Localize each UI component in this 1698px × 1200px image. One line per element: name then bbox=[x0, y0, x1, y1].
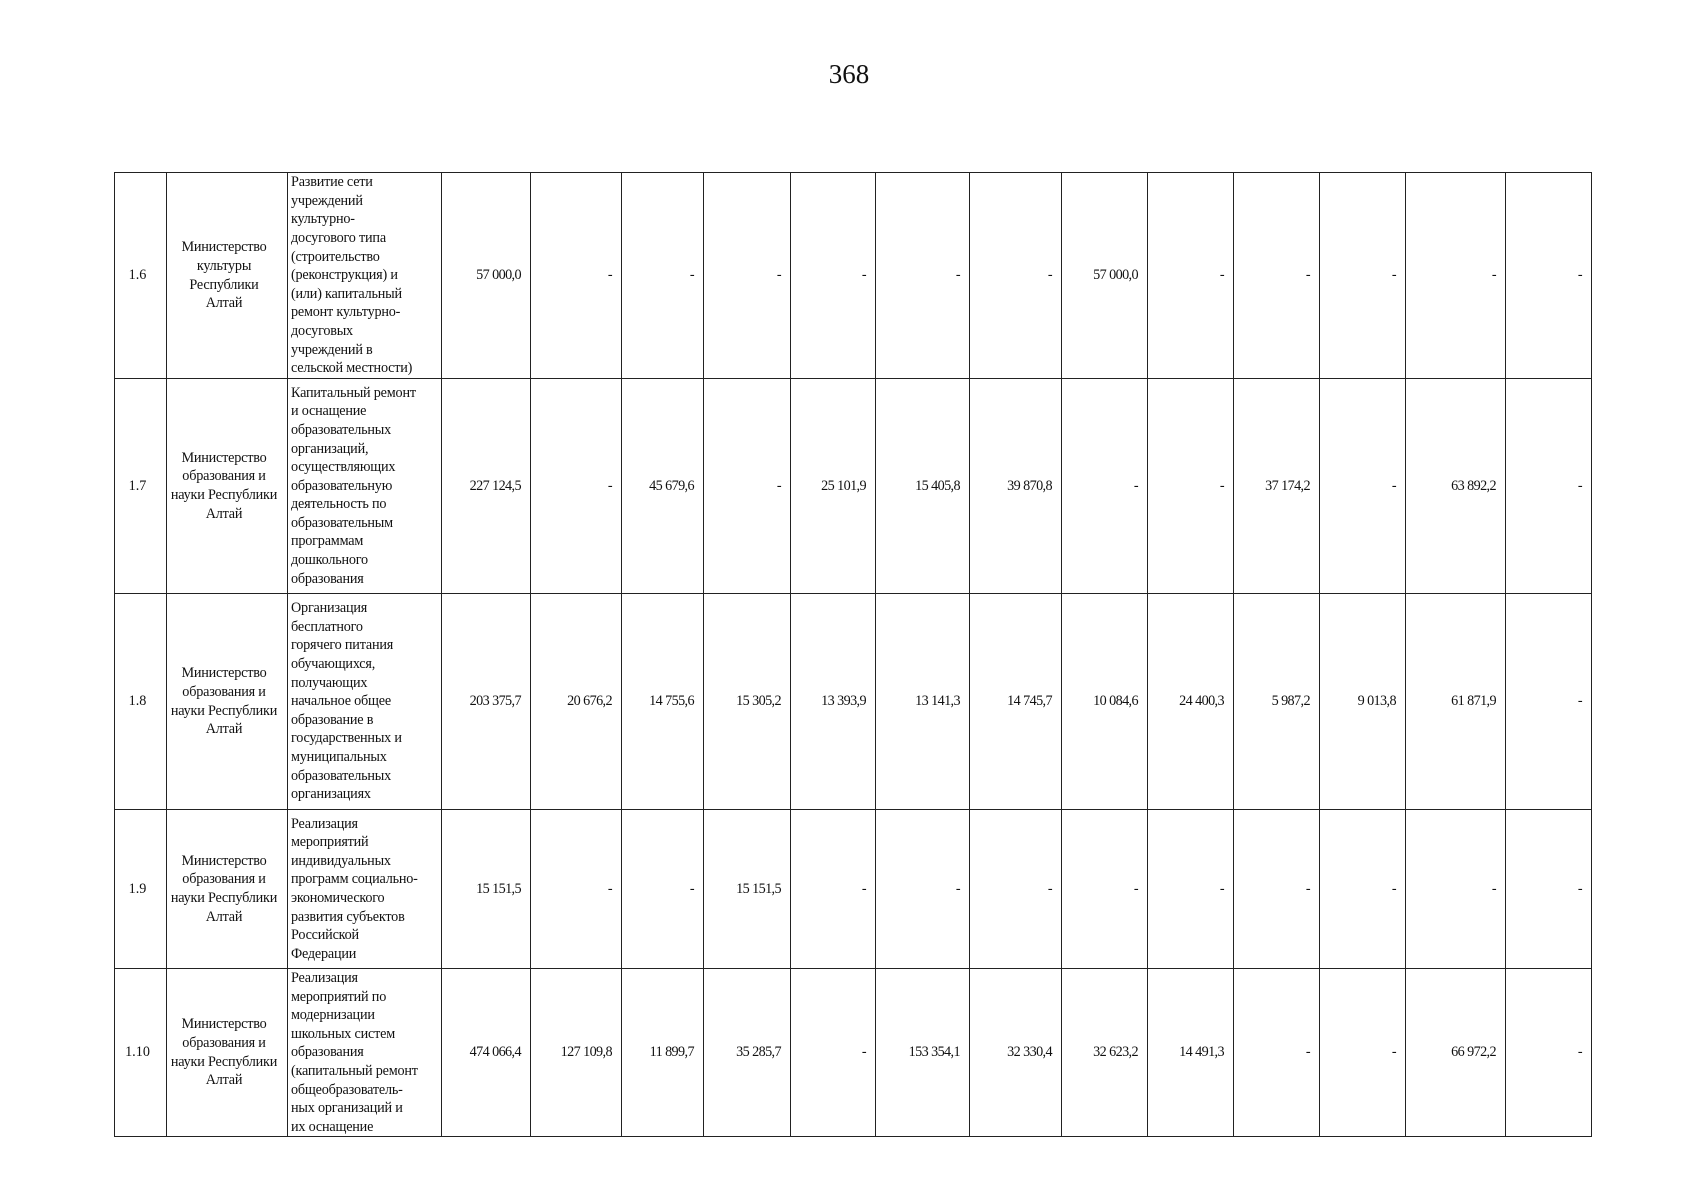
value-cell: - bbox=[622, 173, 704, 379]
value-cell: - bbox=[970, 810, 1062, 969]
value-cell: - bbox=[1320, 969, 1406, 1137]
value-cell: 57 000,0 bbox=[1062, 173, 1148, 379]
value-cell: 11 899,7 bbox=[622, 969, 704, 1137]
value-cell: 14 745,7 bbox=[970, 594, 1062, 810]
value-cell: - bbox=[876, 810, 970, 969]
value-cell: 24 400,3 bbox=[1148, 594, 1234, 810]
value-cell: - bbox=[1506, 594, 1592, 810]
value-cell: - bbox=[1148, 173, 1234, 379]
activity-name-cell: Реализация мероприятий индивидуальных программ социально- экономического развития субъектов Российской Федерации bbox=[288, 810, 442, 969]
page-number: 368 bbox=[828, 59, 870, 89]
value-cell: 32 623,2 bbox=[1062, 969, 1148, 1137]
value-cell: 35 285,7 bbox=[704, 969, 791, 1137]
value-cell: - bbox=[791, 810, 876, 969]
total-value-cell: 15 151,5 bbox=[442, 810, 531, 969]
executor-cell: Министерство культуры Республики Алтай bbox=[167, 173, 288, 379]
table-body bbox=[115, 173, 1592, 1137]
value-cell: 39 870,8 bbox=[970, 379, 1062, 594]
value-cell: - bbox=[1406, 810, 1506, 969]
table-row bbox=[115, 379, 1592, 594]
value-cell: 14 755,6 bbox=[622, 594, 704, 810]
value-cell: 5 987,2 bbox=[1234, 594, 1320, 810]
activity-name-cell: Капитальный ремонт и оснащение образовательных организаций, осуществляющих образовательную деятельность по образовательным программам дошкольного образования bbox=[288, 379, 442, 594]
total-value-cell: 474 066,4 bbox=[442, 969, 531, 1137]
row-number: 1.6 bbox=[115, 173, 167, 379]
value-cell: - bbox=[531, 379, 622, 594]
value-cell: 63 892,2 bbox=[1406, 379, 1506, 594]
value-cell: - bbox=[791, 173, 876, 379]
value-cell: - bbox=[704, 173, 791, 379]
executor-cell: Министерство образования и науки Республики Алтай bbox=[167, 810, 288, 969]
value-cell: - bbox=[1506, 810, 1592, 969]
activity-name-cell: Реализация мероприятий по модернизации школьных систем образования (капитальный ремонт общеобразователь- ных организаций и их оснащение bbox=[288, 969, 442, 1137]
executor-cell: Министерство образования и науки Республики Алтай bbox=[167, 594, 288, 810]
value-cell: - bbox=[1320, 379, 1406, 594]
value-cell: 66 972,2 bbox=[1406, 969, 1506, 1137]
value-cell: - bbox=[1506, 173, 1592, 379]
value-cell: - bbox=[970, 173, 1062, 379]
value-cell: 45 679,6 bbox=[622, 379, 704, 594]
value-cell: 13 141,3 bbox=[876, 594, 970, 810]
value-cell: 13 393,9 bbox=[791, 594, 876, 810]
value-cell: - bbox=[622, 810, 704, 969]
total-value-cell: 203 375,7 bbox=[442, 594, 531, 810]
value-cell: - bbox=[531, 173, 622, 379]
value-cell: - bbox=[791, 969, 876, 1137]
value-cell: 37 174,2 bbox=[1234, 379, 1320, 594]
value-cell: - bbox=[1234, 810, 1320, 969]
total-value-cell: 57 000,0 bbox=[442, 173, 531, 379]
value-cell: 15 305,2 bbox=[704, 594, 791, 810]
total-value-cell: 227 124,5 bbox=[442, 379, 531, 594]
activity-name-cell: Организация бесплатного горячего питания обучающихся, получающих начальное общее образование в государственных и муниципальных образовательных организациях bbox=[288, 594, 442, 810]
value-cell: 32 330,4 bbox=[970, 969, 1062, 1137]
value-cell: - bbox=[704, 379, 791, 594]
value-cell: 14 491,3 bbox=[1148, 969, 1234, 1137]
value-cell: - bbox=[1062, 379, 1148, 594]
budget-table bbox=[114, 172, 1592, 1137]
value-cell: 15 151,5 bbox=[704, 810, 791, 969]
value-cell: 127 109,8 bbox=[531, 969, 622, 1137]
value-cell: 153 354,1 bbox=[876, 969, 970, 1137]
value-cell: - bbox=[1506, 969, 1592, 1137]
table-row bbox=[115, 810, 1592, 969]
value-cell: - bbox=[876, 173, 970, 379]
value-cell: 15 405,8 bbox=[876, 379, 970, 594]
value-cell: - bbox=[1320, 173, 1406, 379]
value-cell: - bbox=[1062, 810, 1148, 969]
executor-cell: Министерство образования и науки Республики Алтай bbox=[167, 379, 288, 594]
row-number: 1.9 bbox=[115, 810, 167, 969]
value-cell: 25 101,9 bbox=[791, 379, 876, 594]
value-cell: - bbox=[1506, 379, 1592, 594]
activity-name-cell: Развитие сети учреждений культурно- досугового типа (строительство (реконструкция) и (или) капитальный ремонт культурно- досуговых учреждений в сельской местности) bbox=[288, 173, 442, 379]
value-cell: 10 084,6 bbox=[1062, 594, 1148, 810]
row-number: 1.8 bbox=[115, 594, 167, 810]
value-cell: - bbox=[1234, 173, 1320, 379]
value-cell: - bbox=[531, 810, 622, 969]
table-row bbox=[115, 173, 1592, 379]
row-number: 1.7 bbox=[115, 379, 167, 594]
executor-cell: Министерство образования и науки Республики Алтай bbox=[167, 969, 288, 1137]
value-cell: - bbox=[1148, 810, 1234, 969]
table-row bbox=[115, 969, 1592, 1137]
value-cell: - bbox=[1234, 969, 1320, 1137]
value-cell: - bbox=[1406, 173, 1506, 379]
value-cell: - bbox=[1148, 379, 1234, 594]
value-cell: - bbox=[1320, 810, 1406, 969]
value-cell: 9 013,8 bbox=[1320, 594, 1406, 810]
value-cell: 61 871,9 bbox=[1406, 594, 1506, 810]
table-row bbox=[115, 594, 1592, 810]
value-cell: 20 676,2 bbox=[531, 594, 622, 810]
row-number: 1.10 bbox=[115, 969, 167, 1137]
